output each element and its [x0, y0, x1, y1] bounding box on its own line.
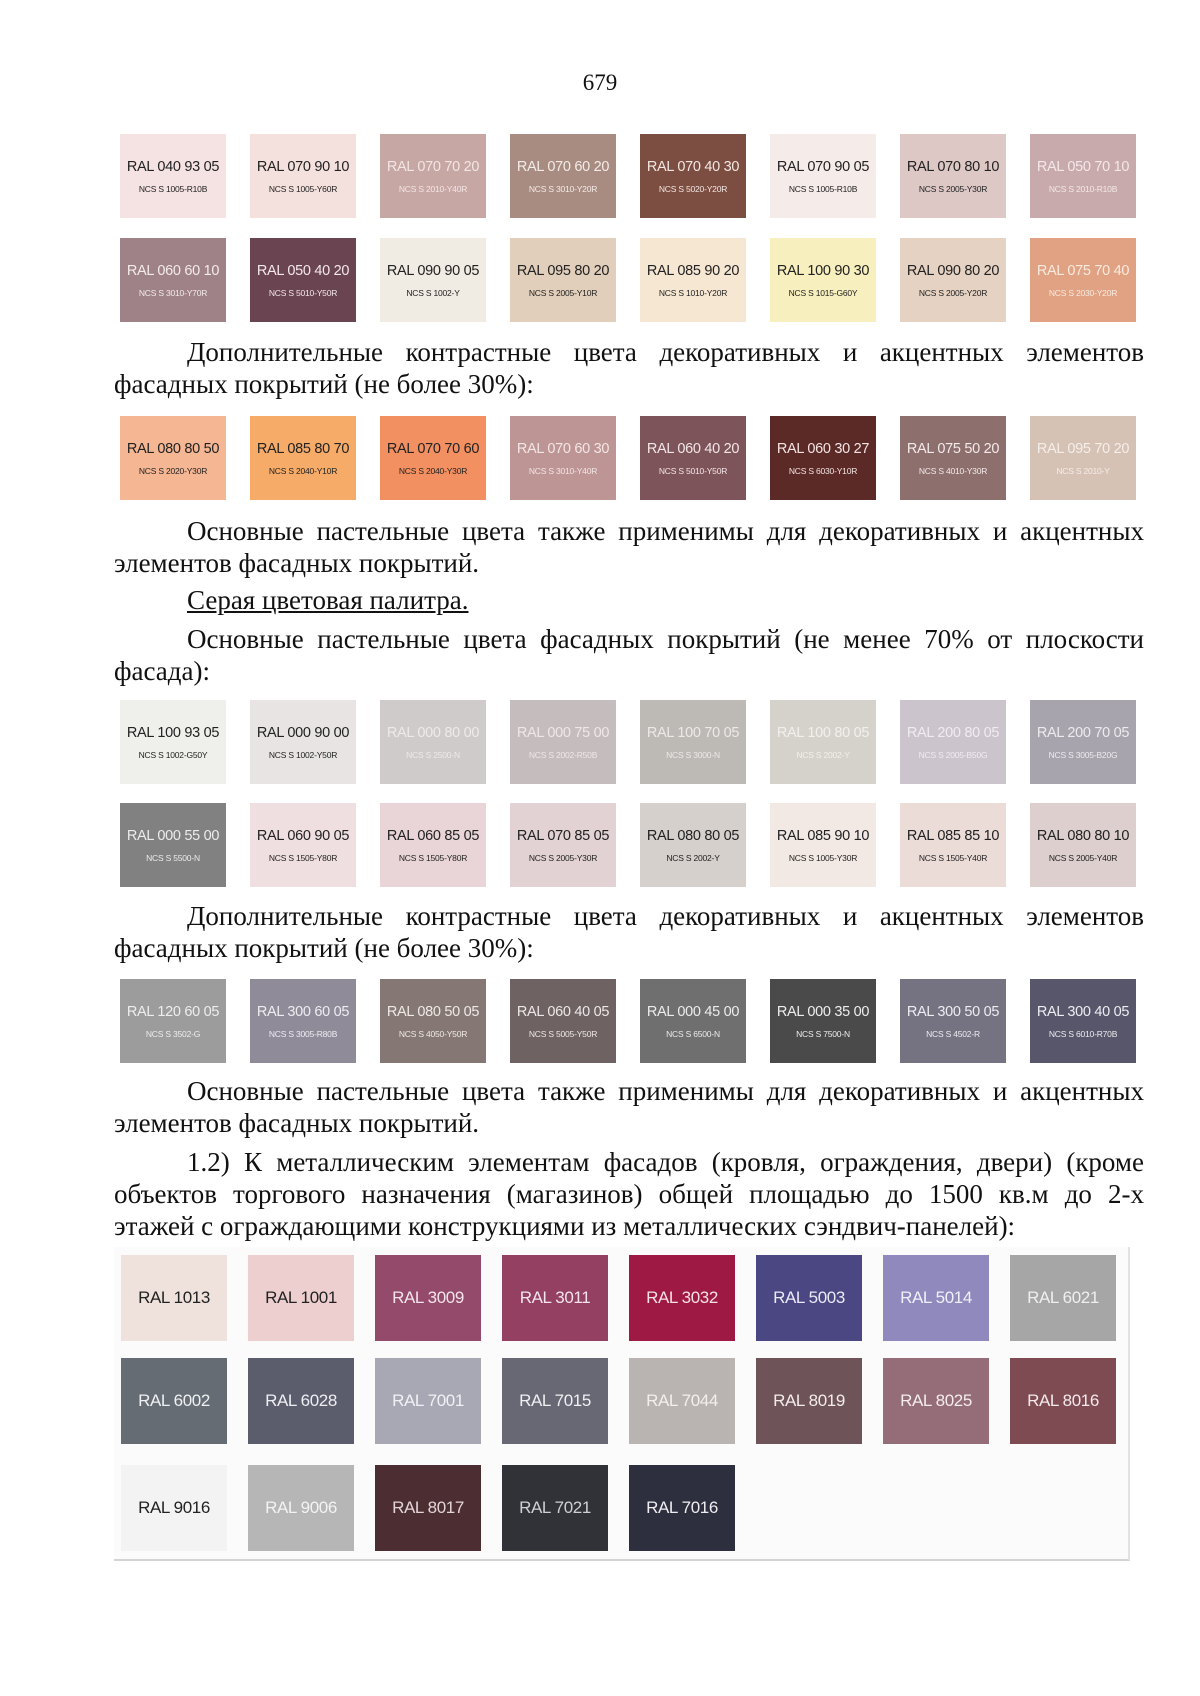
ncs-code: NCS S 3000-N — [666, 749, 720, 760]
ral-code: RAL 300 40 05 — [1036, 1003, 1130, 1020]
ncs-code: NCS S 5010-Y50R — [268, 287, 338, 298]
ncs-code: NCS S 3502-G — [145, 1028, 201, 1039]
ral-code: RAL 200 70 05 — [1036, 724, 1130, 741]
ral-code: RAL 050 70 10 — [1036, 158, 1130, 175]
ral-code: RAL 095 70 20 — [1036, 440, 1130, 457]
ncs-code: NCS S 3010-Y70R — [138, 287, 208, 298]
ral-code: RAL 080 80 50 — [126, 440, 220, 457]
ncs-code: NCS S 2005-Y40R — [1048, 852, 1118, 863]
ral-code: RAL 040 93 05 — [126, 158, 220, 175]
ncs-code: NCS S 4010-Y30R — [918, 465, 988, 476]
ral-code: RAL 085 90 20 — [646, 262, 740, 279]
color-swatch — [640, 979, 746, 1063]
color-swatch — [250, 238, 356, 322]
color-swatch — [120, 238, 226, 322]
color-swatch — [770, 700, 876, 784]
ral-code: RAL 060 40 05 — [516, 1003, 610, 1020]
paragraph-metal-elements — [114, 1146, 1144, 1242]
color-swatch — [640, 134, 746, 218]
metal-color-swatch: RAL 7001 — [375, 1358, 481, 1444]
ral-code: RAL 090 80 20 — [906, 262, 1000, 279]
color-swatch — [120, 700, 226, 784]
ncs-code: NCS S 2010-Y — [1056, 465, 1110, 476]
metal-color-swatch: RAL 8017 — [375, 1465, 481, 1551]
ncs-code: NCS S 2005-Y10R — [528, 287, 598, 298]
color-swatch — [510, 979, 616, 1063]
ral-code: RAL 070 40 30 — [646, 158, 740, 175]
color-swatch — [380, 803, 486, 887]
ncs-code: NCS S 5020-Y20R — [658, 183, 728, 194]
color-swatch — [640, 416, 746, 500]
ncs-code: NCS S 6010-R70B — [1048, 1028, 1118, 1039]
ncs-code: NCS S 2005-B50G — [918, 749, 988, 760]
ncs-code: NCS S 3005-R80B — [268, 1028, 338, 1039]
metal-color-swatch: RAL 6002 — [121, 1358, 227, 1444]
ral-code: RAL 070 90 05 — [776, 158, 870, 175]
ncs-code: NCS S 1005-Y30R — [788, 852, 858, 863]
ral-code: RAL 080 80 05 — [646, 827, 740, 844]
color-swatch — [1030, 700, 1136, 784]
ral-code: RAL 060 30 27 — [776, 440, 870, 457]
metal-color-swatch: RAL 8016 — [1010, 1358, 1116, 1444]
color-swatch — [640, 238, 746, 322]
color-swatch — [900, 416, 1006, 500]
color-swatch — [380, 134, 486, 218]
ral-code: RAL 090 90 05 — [386, 262, 480, 279]
metal-color-swatch: RAL 9006 — [248, 1465, 354, 1551]
ral-code: RAL 085 85 10 — [906, 827, 1000, 844]
ral-code: RAL 100 80 05 — [776, 724, 870, 741]
text-line: этажей с ограждающими конструкциями из металлических сэндвич-панелей): — [114, 1211, 1016, 1241]
color-swatch — [250, 803, 356, 887]
ral-code: RAL 100 93 05 — [126, 724, 220, 741]
ncs-code: NCS S 7500-N — [796, 1028, 850, 1039]
ncs-code: NCS S 1005-R10B — [788, 183, 858, 194]
ncs-code: NCS S 2002-Y — [666, 852, 720, 863]
color-swatch — [900, 803, 1006, 887]
color-swatch — [510, 700, 616, 784]
ral-code: RAL 075 70 40 — [1036, 262, 1130, 279]
ncs-code: NCS S 1010-Y20R — [658, 287, 728, 298]
color-swatch — [900, 134, 1006, 218]
color-swatch — [1030, 416, 1136, 500]
color-swatch — [1030, 238, 1136, 322]
ral-code: RAL 080 80 10 — [1036, 827, 1130, 844]
ncs-code: NCS S 4050-Y50R — [398, 1028, 468, 1039]
ral-code: RAL 070 90 10 — [256, 158, 350, 175]
metal-color-swatch: RAL 7044 — [629, 1358, 735, 1444]
color-swatch — [380, 979, 486, 1063]
ncs-code: NCS S 5500-N — [146, 852, 200, 863]
ncs-code: NCS S 1505-Y40R — [918, 852, 988, 863]
ncs-code: NCS S 2005-Y30R — [918, 183, 988, 194]
color-swatch — [510, 238, 616, 322]
color-swatch — [250, 700, 356, 784]
text-line: Дополнительные контрастные цвета декоративных и акцентных элементов — [187, 901, 1144, 931]
color-swatch — [770, 803, 876, 887]
ncs-code: NCS S 6500-N — [666, 1028, 720, 1039]
ncs-code: NCS S 2002-R50B — [528, 749, 598, 760]
text-line: объектов торгового назначения (магазинов) общей площадью до 1500 кв.м до 2-х — [114, 1179, 1144, 1209]
metal-color-swatch: RAL 9016 — [121, 1465, 227, 1551]
metal-color-swatch: RAL 7015 — [502, 1358, 608, 1444]
color-swatch — [770, 134, 876, 218]
ncs-code: NCS S 1002-Y50R — [268, 749, 338, 760]
ral-code: RAL 070 85 05 — [516, 827, 610, 844]
ncs-code: NCS S 2040-Y10R — [268, 465, 338, 476]
ncs-code: NCS S 1505-Y80R — [268, 852, 338, 863]
ral-code: RAL 300 60 05 — [256, 1003, 350, 1020]
ncs-code: NCS S 5005-Y50R — [528, 1028, 598, 1039]
color-swatch — [770, 238, 876, 322]
color-swatch — [120, 979, 226, 1063]
ral-code: RAL 095 80 20 — [516, 262, 610, 279]
ncs-code: NCS S 1505-Y80R — [398, 852, 468, 863]
ral-code: RAL 000 35 00 — [776, 1003, 870, 1020]
ncs-code: NCS S 2002-Y — [796, 749, 850, 760]
color-swatch — [640, 803, 746, 887]
metal-color-swatch: RAL 1013 — [121, 1255, 227, 1341]
ral-code: RAL 070 80 10 — [906, 158, 1000, 175]
ncs-code: NCS S 2030-Y20R — [1048, 287, 1118, 298]
color-swatch — [900, 700, 1006, 784]
ral-code: RAL 075 50 20 — [906, 440, 1000, 457]
ncs-code: NCS S 5010-Y50R — [658, 465, 728, 476]
metal-color-swatch: RAL 7016 — [629, 1465, 735, 1551]
ncs-code: NCS S 1002-Y — [406, 287, 460, 298]
ral-code: RAL 000 80 00 — [386, 724, 480, 741]
text-line: фасадных покрытий (не более 30%): — [114, 933, 534, 963]
ncs-code: NCS S 3010-Y40R — [528, 465, 598, 476]
metal-color-swatch: RAL 7021 — [502, 1465, 608, 1551]
ral-code: RAL 120 60 05 — [126, 1003, 220, 1020]
ncs-code: NCS S 1005-Y60R — [268, 183, 338, 194]
ral-code: RAL 060 85 05 — [386, 827, 480, 844]
paragraph-additional-contrast-colors — [114, 336, 1144, 400]
color-swatch — [120, 803, 226, 887]
metal-color-swatch: RAL 6021 — [1010, 1255, 1116, 1341]
ral-code: RAL 070 70 20 — [386, 158, 480, 175]
metal-color-swatch: RAL 3009 — [375, 1255, 481, 1341]
color-swatch — [1030, 134, 1136, 218]
gray-palette-heading: Серая цветовая палитра. — [187, 585, 469, 615]
ncs-code: NCS S 2005-Y20R — [918, 287, 988, 298]
ncs-code: NCS S 3010-Y20R — [528, 183, 598, 194]
ncs-code: NCS S 1002-G50Y — [138, 749, 208, 760]
ncs-code: NCS S 2010-Y40R — [398, 183, 468, 194]
ncs-code: NCS S 1015-G60Y — [788, 287, 858, 298]
metal-color-panel — [114, 1247, 1130, 1561]
page-number: 679 — [582, 70, 618, 95]
ral-code: RAL 060 60 10 — [126, 262, 220, 279]
ral-code: RAL 100 90 30 — [776, 262, 870, 279]
ral-code: RAL 300 50 05 — [906, 1003, 1000, 1020]
ral-code: RAL 060 40 20 — [646, 440, 740, 457]
ral-code: RAL 060 90 05 — [256, 827, 350, 844]
color-swatch — [1030, 803, 1136, 887]
color-swatch — [1030, 979, 1136, 1063]
paragraph-pastel-applicable-gray — [114, 1075, 1144, 1139]
text-line: Основные пастельные цвета также применимы для декоративных и акцентных — [187, 516, 1144, 546]
ral-code: RAL 070 60 20 — [516, 158, 610, 175]
color-swatch — [770, 416, 876, 500]
ncs-code: NCS S 3005-B20G — [1048, 749, 1118, 760]
color-swatch — [380, 416, 486, 500]
ncs-code: NCS S 2010-R10B — [1048, 183, 1118, 194]
color-swatch — [900, 979, 1006, 1063]
ral-code: RAL 085 90 10 — [776, 827, 870, 844]
color-swatch — [640, 700, 746, 784]
color-swatch — [250, 416, 356, 500]
ncs-code: NCS S 4502-R — [926, 1028, 980, 1039]
ncs-code: NCS S 6030-Y10R — [788, 465, 858, 476]
text-line: 1.2) К металлическим элементам фасадов (кровля, ограждения, двери) (кроме — [187, 1147, 1144, 1177]
text-line: элементов фасадных покрытий. — [114, 1108, 480, 1138]
paragraph-main-pastel-colors — [114, 623, 1144, 687]
color-swatch — [510, 416, 616, 500]
ral-code: RAL 000 55 00 — [126, 827, 220, 844]
color-swatch — [380, 700, 486, 784]
color-swatch — [380, 238, 486, 322]
text-line: элементов фасадных покрытий. — [114, 548, 480, 578]
text-line: фасада): — [114, 656, 210, 686]
color-swatch — [120, 134, 226, 218]
metal-color-swatch: RAL 3032 — [629, 1255, 735, 1341]
text-line: Основные пастельные цвета также применимы для декоративных и акцентных — [187, 1076, 1144, 1106]
color-swatch — [510, 134, 616, 218]
ral-code: RAL 070 70 60 — [386, 440, 480, 457]
color-swatch — [250, 134, 356, 218]
metal-color-swatch: RAL 1001 — [248, 1255, 354, 1341]
metal-color-swatch: RAL 8025 — [883, 1358, 989, 1444]
ncs-code: NCS S 1005-R10B — [138, 183, 208, 194]
ncs-code: NCS S 2040-Y30R — [398, 465, 468, 476]
metal-color-swatch: RAL 8019 — [756, 1358, 862, 1444]
paragraph-pastel-applicable — [114, 515, 1144, 579]
metal-color-swatch: RAL 5003 — [756, 1255, 862, 1341]
color-swatch — [770, 979, 876, 1063]
text-line: Основные пастельные цвета фасадных покрытий (не менее 70% от плоскости — [187, 624, 1144, 654]
color-swatch — [250, 979, 356, 1063]
ral-code: RAL 000 90 00 — [256, 724, 350, 741]
paragraph-additional-contrast-colors-gray — [114, 900, 1144, 964]
ral-code: RAL 200 80 05 — [906, 724, 1000, 741]
ral-code: RAL 000 75 00 — [516, 724, 610, 741]
color-swatch — [900, 238, 1006, 322]
text-line: фасадных покрытий (не более 30%): — [114, 369, 534, 399]
ral-code: RAL 080 50 05 — [386, 1003, 480, 1020]
metal-color-swatch: RAL 5014 — [883, 1255, 989, 1341]
ral-code: RAL 000 45 00 — [646, 1003, 740, 1020]
color-swatch — [120, 416, 226, 500]
metal-color-swatch: RAL 3011 — [502, 1255, 608, 1341]
ncs-code: NCS S 2005-Y30R — [528, 852, 598, 863]
ral-code: RAL 050 40 20 — [256, 262, 350, 279]
ral-code: RAL 100 70 05 — [646, 724, 740, 741]
ral-code: RAL 085 80 70 — [256, 440, 350, 457]
ncs-code: NCS S 2020-Y30R — [138, 465, 208, 476]
ral-code: RAL 070 60 30 — [516, 440, 610, 457]
ncs-code: NCS S 2500-N — [406, 749, 460, 760]
text-line: Дополнительные контрастные цвета декоративных и акцентных элементов — [187, 337, 1144, 367]
color-swatch — [510, 803, 616, 887]
metal-color-swatch: RAL 6028 — [248, 1358, 354, 1444]
